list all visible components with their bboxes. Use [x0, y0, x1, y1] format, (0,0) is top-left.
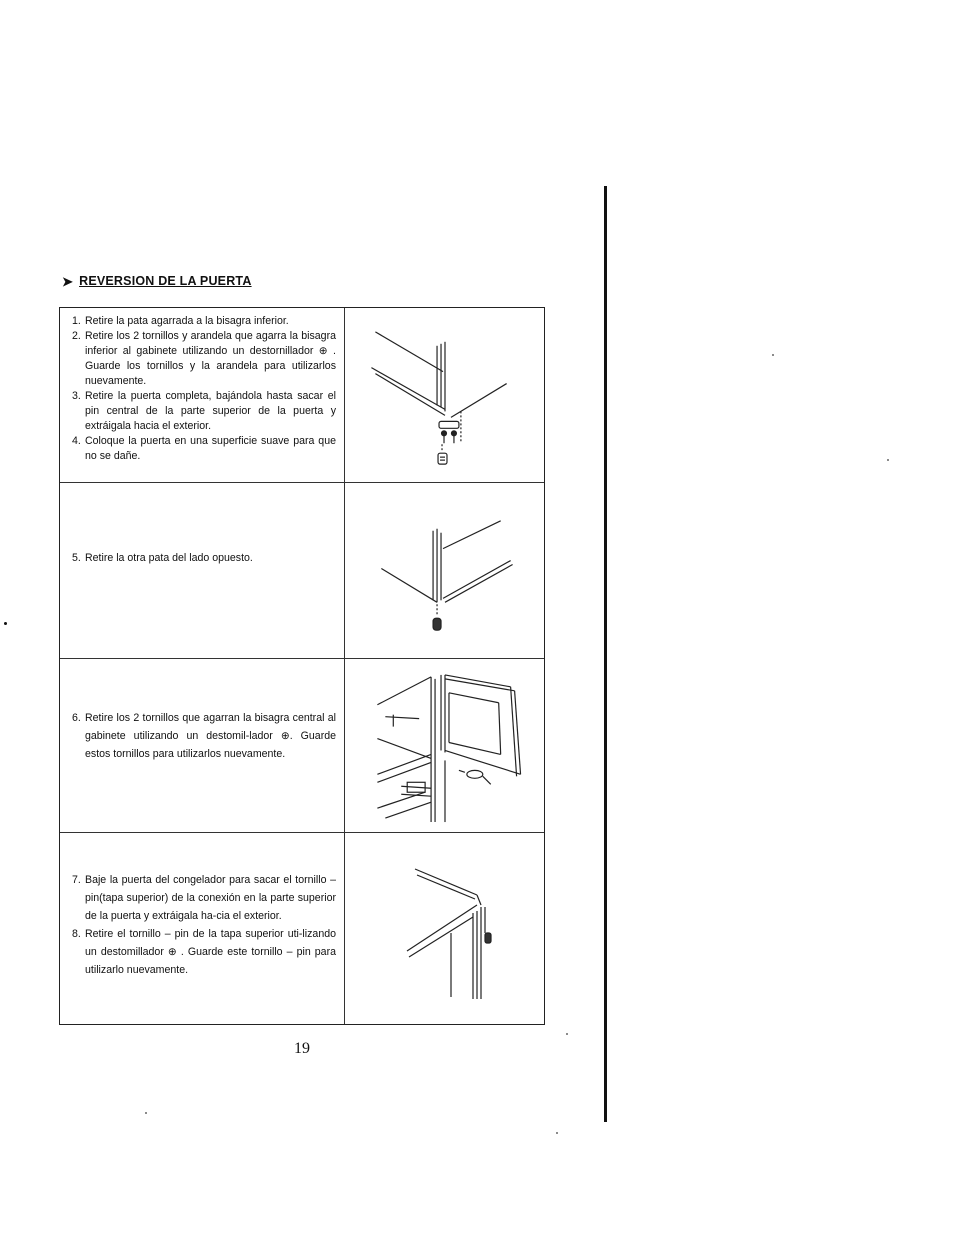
table-row	[60, 308, 544, 483]
page-number: 19	[294, 1040, 310, 1057]
scan-speck	[566, 1033, 568, 1035]
step-item: 4. Coloque la puerta en una superficie suave para que no se dañe.	[72, 435, 336, 462]
step-item: 6. Retire los 2 tornillos que agarran la bisagra central al gabinete utilizando un destomil-lador ⊕. Guarde estos tornillos para utilizarlos nuevamente.	[72, 712, 336, 760]
step-text: Retire los 2 tornillos y arandela que agarra la bisagra inferior al gabinete utilizando un destornillador ⊕ . Guarde los tornillos y la arandela para utilizarlos nuevamente.	[85, 330, 336, 387]
scan-speck	[887, 459, 889, 461]
step-text: Retire el tornillo – pin de la tapa superior uti-lizando un destomillador ⊕ . Guarde este tornillo – pin para utilizarlo nuevamente.	[85, 928, 336, 976]
opposite-leg-illustration	[345, 483, 544, 658]
center-hinge-illustration	[345, 659, 544, 832]
instructions-cell	[60, 659, 345, 832]
step-text: Retire la puerta completa, bajándola hasta sacar el pin central de la parte superior de la puerta y extráigala hacia el exterior.	[85, 390, 336, 432]
step-text: Baje la puerta del congelador para sacar el tornillo – pin(tapa superior) de la conexión en la parte superior de la puerta y extráigala ha-cia el exterior.	[85, 874, 336, 922]
step-item: 1. Retire la pata agarrada a la bisagra inferior.	[72, 315, 289, 327]
bottom-hinge-illustration	[345, 308, 544, 482]
step-item: 2. Retire los 2 tornillos y arandela que agarra la bisagra inferior al gabinete utilizando un destornillador ⊕ . Guarde los tornillos y la arandela para utilizarlos nuevamente.	[72, 330, 336, 387]
table-row	[60, 833, 544, 1024]
scan-speck	[145, 1112, 147, 1114]
arrow-bullet-icon: ➤	[62, 273, 74, 289]
step-item: 7. Baje la puerta del congelador para sacar el tornillo – pin(tapa superior) de la conexión en la parte superior de la puerta y extráigala ha-cia el exterior.	[72, 874, 336, 922]
scan-speck	[772, 354, 774, 356]
step-item: 3. Retire la puerta completa, bajándola hasta sacar el pin central de la parte superior de la puerta y extráigala hacia el exterior.	[72, 390, 336, 432]
table-row	[60, 483, 544, 659]
scan-speck	[4, 622, 7, 625]
instructions-cell	[60, 308, 345, 482]
section-title: REVERSION DE LA PUERTA	[79, 274, 252, 288]
scan-speck	[556, 1132, 558, 1134]
step-text: Retire los 2 tornillos que agarran la bisagra central al gabinete utilizando un destomil-lador ⊕. Guarde estos tornillos para utilizarlos nuevamente.	[85, 712, 336, 760]
step-item: 8. Retire el tornillo – pin de la tapa superior uti-lizando un destomillador ⊕ . Guarde este tornillo – pin para utilizarlo nuevamente.	[72, 928, 336, 976]
step-text: Coloque la puerta en una superficie suave para que no se dañe.	[85, 435, 336, 462]
step-item: 5. Retire la otra pata del lado opuesto.	[72, 552, 253, 564]
section-heading	[62, 274, 252, 288]
instructions-cell	[60, 833, 345, 1024]
instructions-table	[59, 307, 545, 1025]
table-row	[60, 659, 544, 833]
step-text: Retire la pata agarrada a la bisagra inferior.	[85, 315, 289, 327]
top-pin-illustration	[345, 833, 544, 1024]
step-text: Retire la otra pata del lado opuesto.	[85, 552, 253, 564]
instructions-cell	[60, 483, 345, 658]
page-edge-line	[604, 186, 607, 1122]
